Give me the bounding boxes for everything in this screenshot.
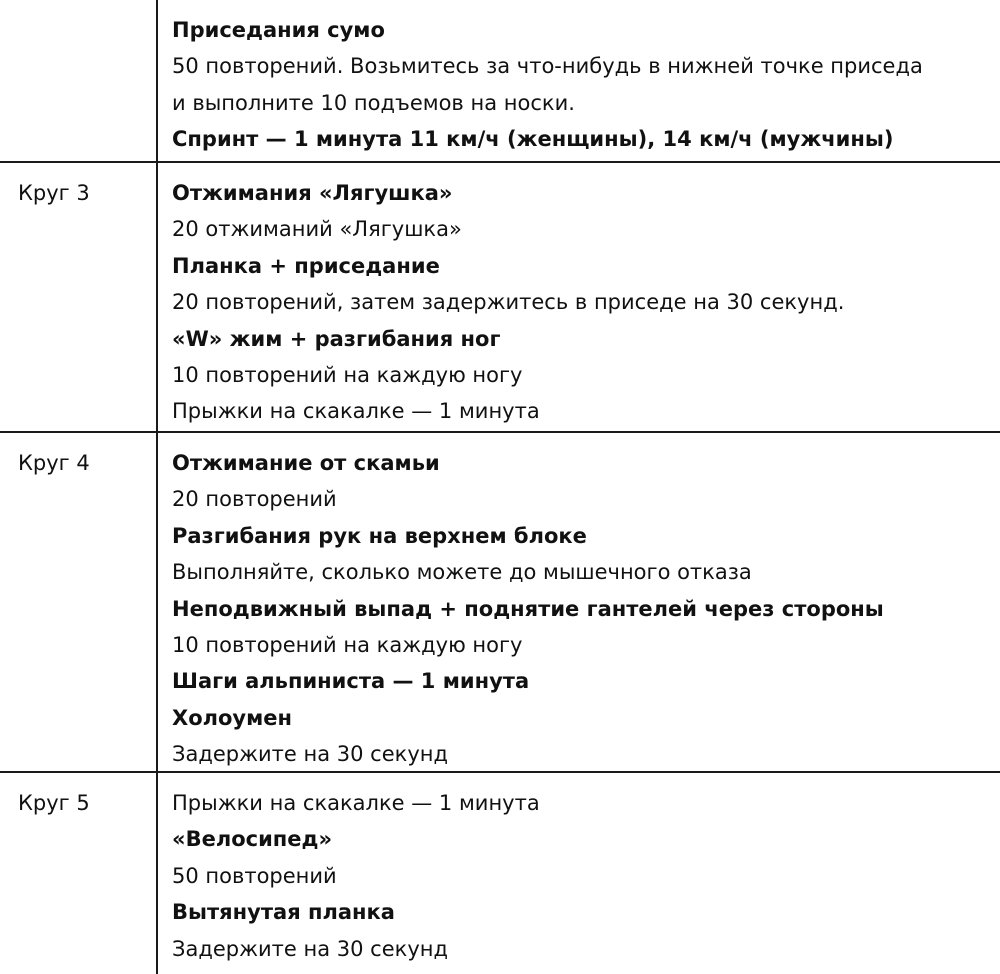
exercise-line: 50 повторений [172,863,337,888]
round-label: Круг 4 [18,451,90,475]
round-label: Круг 3 [18,181,90,205]
exercise-line: Разгибания рук на верхнем блоке [172,523,587,548]
exercise-list [172,12,992,158]
exercise-line: Задержите на 30 секунд [172,936,448,961]
exercise-line: Приседания сумо [172,18,385,42]
exercise-line: Выполняйте, сколько можете до мышечного отказа [172,560,752,585]
exercise-line: Планка + приседание [172,253,440,278]
exercise-line: 10 повторений на каждую ногу [172,363,523,388]
section-round-3 [0,163,1000,431]
exercise-line: Холоумен [172,705,293,730]
exercise-line: 20 отжиманий «Лягушка» [172,217,462,242]
exercise-line: 20 повторений [172,487,337,512]
exercise-line: 50 повторений. Возьмитесь за что-нибудь в нижней точке приседа [172,54,923,79]
section-continuation [0,0,1000,161]
exercise-line: Спринт — 1 минута 11 км/ч (женщины), 14 км/ч (мужчины) [172,127,894,152]
exercise-line: Вытянутая планка [172,900,395,925]
exercise-list [172,445,992,773]
exercise-line: 10 повторений на каждую ногу [172,633,523,658]
exercise-line: Шаги альпиниста — 1 минута [172,669,530,694]
exercise-line: Неподвижный выпад + поднятие гантелей через стороны [172,596,884,621]
exercise-line: «Велосипед» [172,827,333,852]
exercise-line: Прыжки на скакалке — 1 минута [172,791,540,815]
exercise-line: Отжимание от скамьи [172,451,440,475]
section-round-5 [0,773,1000,974]
exercise-line: Задержите на 30 секунд [172,742,448,767]
round-label: Круг 5 [18,791,90,815]
exercise-list [172,785,992,967]
exercise-line: «W» жим + разгибания ног [172,326,501,351]
section-round-4 [0,433,1000,771]
exercise-line: Прыжки на скакалке — 1 минута [172,399,540,424]
exercise-list [172,175,992,430]
exercise-line: 20 повторений, затем задержитесь в приседе на 30 секунд. [172,290,845,315]
exercise-line: Отжимания «Лягушка» [172,181,453,205]
exercise-line: и выполните 10 подъемов на носки. [172,90,575,115]
